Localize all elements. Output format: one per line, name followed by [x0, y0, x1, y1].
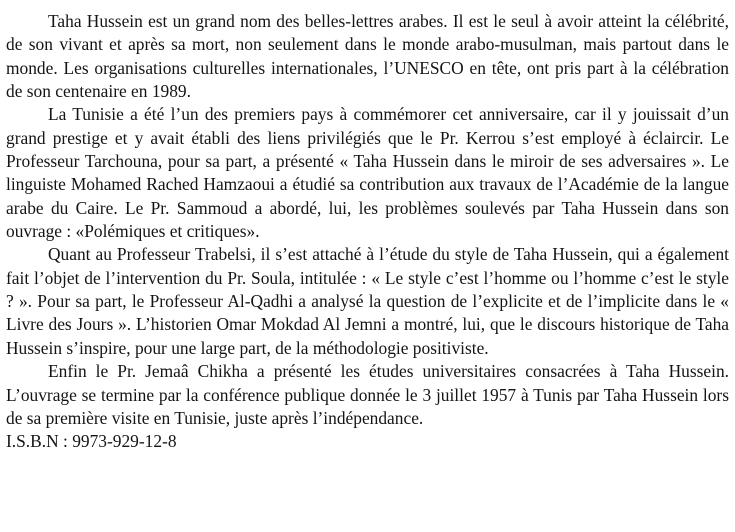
paragraph-tunisia: La Tunisie a été l’un des premiers pays à commémorer cet anniversaire, car il y jouissait d’un grand prestige et y avait établi des liens privilégiés que le Pr. Kerrou s’est employé à éclaircir. Le Professeur Tarchouna, pour sa part, a présenté « Taha Hussein dans le miroir de ses adversaires ». Le linguiste Mohamed Rached Hamzaoui a étudié sa contribution aux travaux de l’Académie de la langue arabe du Caire. Le Pr. Sammoud a abordé, lui, les problèmes soulevés par Taha Hussein dans son ouvrage : «Polémiques et critiques». [6, 104, 729, 242]
paragraph-conclusion: Enfin le Pr. Jemaâ Chikha a présenté les études universitaires consacrées à Taha Hussein. L’ouvrage se termine par la conférence publique donnée le 3 juillet 1957 à Tunis par Taha Hussein lors de sa première visite en Tunisie, juste après l’indépendance. [6, 361, 729, 428]
isbn-line: I.S.B.N : 9973-929-12-8 [6, 431, 177, 452]
paragraph-intro: Taha Hussein est un grand nom des belles-lettres arabes. Il est le seul à avoir atteint la célébrité, de son vivant et après sa mort, non seulement dans le monde arabo-musulman, mais partout dans le monde. Les organisations culturelles internationales, l’UNESCO en tête, ont pris part à la célébration de son centenaire en 1989. [6, 11, 729, 102]
paragraph-style: Quant au Professeur Trabelsi, il s’est attaché à l’étude du style de Taha Hussein, qui a également fait l’objet de l’intervention du Pr. Soula, intitulée : « Le style c’est l’homme ou l’homme c’est le style ? ». Pour sa part, le Professeur Al-Qadhi a analysé la question de l’explicite et de l’implicite dans le « Livre des Jours ». L’historien Omar Mokdad Al Jemni a montré, lui, que le discours historique de Taha Hussein s’inspire, pour une large part, de la méthodologie positiviste. [6, 244, 729, 358]
